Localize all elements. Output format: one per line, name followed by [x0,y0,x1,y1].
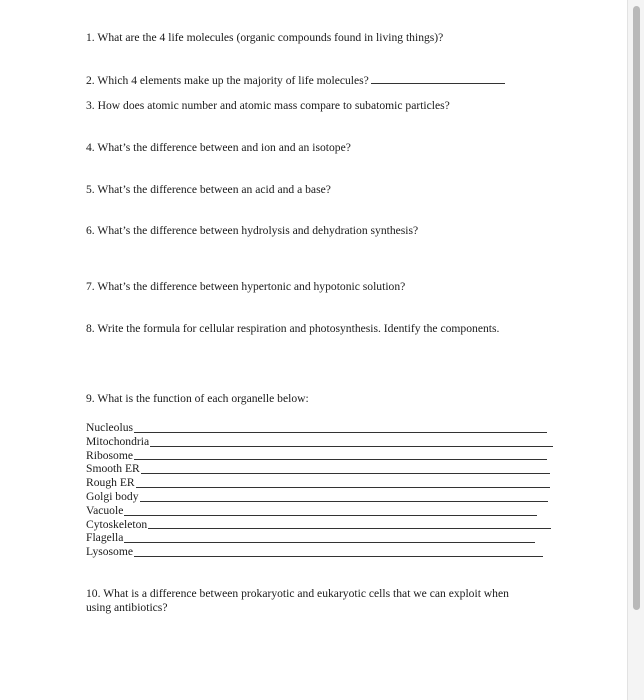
question-number: 6. [86,224,95,237]
organelle-label: Lysosome [86,545,134,559]
question-number: 3. [86,99,95,112]
organelle-row [86,476,550,490]
answer-line[interactable] [134,449,547,460]
answer-line[interactable] [140,491,548,502]
question-9 [86,392,309,406]
question-number: 9. [86,392,95,405]
organelle-label: Vacuole [86,503,124,517]
question-text: What are the 4 life molecules (organic compounds found in living things)? [97,31,444,44]
organelle-row [86,531,535,545]
question-text: What’s the difference between hypertonic and hypotonic solution? [97,280,406,293]
question-number: 7. [86,280,95,293]
question-number: 5. [86,183,95,196]
question-text: How does atomic number and atomic mass compare to subatomic particles? [97,99,450,112]
question-text: What’s the difference between and ion and an isotope? [97,141,351,154]
question-8 [86,322,499,336]
answer-line[interactable] [150,436,553,447]
question-number: 4. [86,141,95,154]
question-4 [86,141,351,155]
question-number: 2. [86,74,95,87]
organelle-label: Mitochondria [86,434,150,448]
organelle-label: Smooth ER [86,462,140,476]
organelle-row [86,421,547,435]
question-5 [86,183,331,197]
scrollbar-thumb[interactable] [633,6,640,610]
answer-line[interactable] [141,463,550,474]
question-number: 10. [86,587,101,600]
organelle-label: Ribosome [86,448,134,462]
organelle-row [86,545,543,559]
organelle-label: Cytoskeleton [86,517,148,531]
answer-blank[interactable] [371,72,505,84]
organelle-label: Nucleolus [86,421,134,434]
organelle-label: Flagella [86,531,124,545]
question-number: 8. [86,322,95,335]
question-text: What’s the difference between hydrolysis and dehydration synthesis? [97,224,419,237]
question-2 [86,72,505,88]
question-3 [86,99,450,113]
question-text: Which 4 elements make up the majority of life molecules? [97,74,369,87]
question-number: 1. [86,31,95,44]
question-text: What is the function of each organelle below: [97,392,309,405]
question-text: What’s the difference between an acid and a base? [97,183,331,196]
question-10 [86,587,536,615]
organelle-row [86,504,537,518]
organelle-row [86,518,551,532]
question-text: Write the formula for cellular respiration and photosynthesis. Identify the components. [97,322,500,335]
organelle-label: Rough ER [86,476,135,490]
answer-line[interactable] [148,518,551,529]
scrollbar[interactable] [627,0,644,700]
answer-line[interactable] [134,422,547,433]
answer-line[interactable] [136,477,550,488]
answer-line[interactable] [124,505,537,516]
question-6 [86,224,418,238]
answer-line[interactable] [124,532,535,543]
question-1 [86,31,443,45]
answer-line[interactable] [134,546,543,557]
organelle-label: Golgi body [86,490,139,503]
question-7 [86,280,405,294]
organelle-row [86,462,550,476]
organelle-row [86,449,547,463]
question-text: What is a difference between prokaryotic and eukaryotic cells that we can exploit when using antibiotics? [86,587,509,614]
organelle-row [86,435,553,449]
organelle-row [86,490,548,504]
